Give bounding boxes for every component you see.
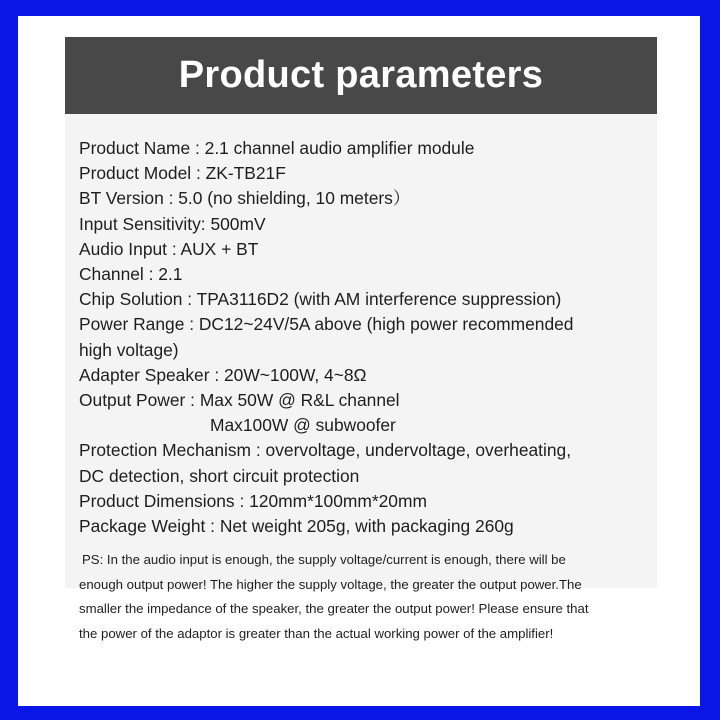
title-banner — [65, 37, 657, 114]
param-input-sensitivity: Input Sensitivity: 500mV — [79, 213, 266, 234]
parameter-list — [79, 136, 649, 539]
param-channel: Channel : 2.1 — [79, 264, 183, 285]
param-output-power-sub: Max100W @ subwoofer — [210, 415, 396, 436]
param-dimensions: Product Dimensions : 120mm*100mm*20mm — [79, 490, 427, 511]
ps-line: the power of the adaptor is greater than the actual working power of the amplifier! — [79, 625, 554, 641]
ps-line: enough output power! The higher the supply voltage, the greater the output power.The — [79, 576, 582, 592]
param-adapter-speaker: Adapter Speaker : 20W~100W, 4~8Ω — [79, 364, 367, 385]
param-audio-input: Audio Input : AUX + BT — [79, 238, 259, 259]
param-chip-solution: Chip Solution : TPA3116D2 (with AM interference suppression) — [79, 289, 562, 310]
param-package-weight: Package Weight : Net weight 205g, with packaging 260g — [79, 516, 514, 537]
param-power-range-cont: high voltage) — [79, 339, 179, 360]
param-protection: Protection Mechanism : overvoltage, undervoltage, overheating, — [79, 440, 572, 461]
param-product-model: Product Model : ZK-TB21F — [79, 163, 286, 184]
ps-line: PS: In the audio input is enough, the supply voltage/current is enough, there will be — [82, 552, 566, 567]
page-title: Product parameters — [178, 54, 544, 96]
ps-line: smaller the impedance of the speaker, the greater the output power! Please ensure that — [79, 601, 589, 616]
param-product-name: Product Name : 2.1 channel audio amplifier module — [79, 138, 475, 158]
param-bt-version: BT Version : 5.0 (no shielding, 10 meters） — [79, 188, 411, 209]
param-power-range: Power Range : DC12~24V/5A above (high power recommended — [79, 314, 574, 335]
param-protection-cont: DC detection, short circuit protection — [79, 465, 360, 486]
ps-note — [79, 548, 651, 646]
param-output-power: Output Power : Max 50W @ R&L channel — [79, 390, 400, 411]
